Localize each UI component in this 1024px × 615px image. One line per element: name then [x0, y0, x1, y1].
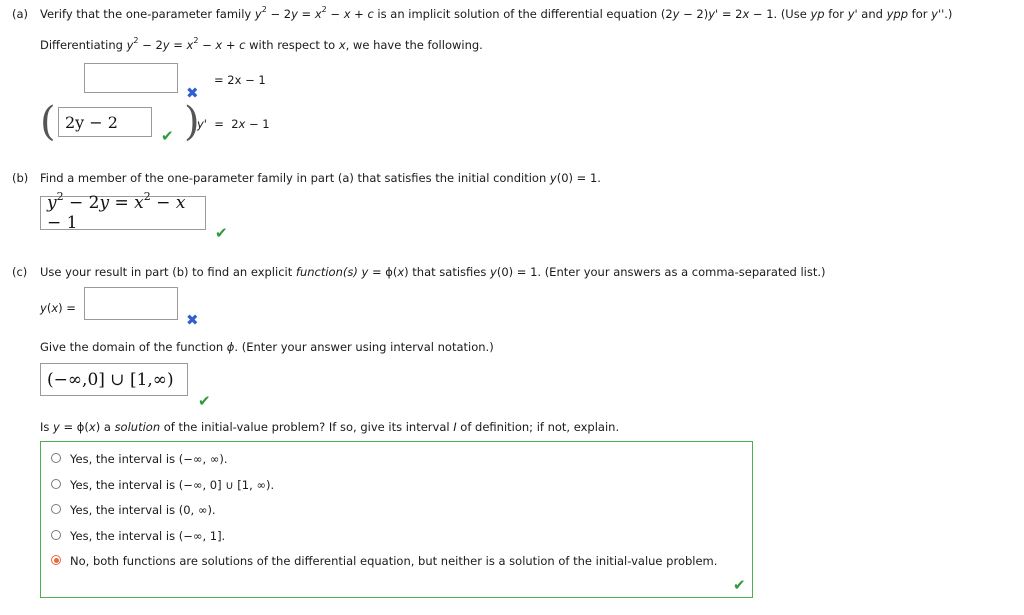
part-a-line1-input[interactable] [84, 63, 178, 93]
part-b-answer-box[interactable] [40, 190, 206, 233]
radio-choice-2[interactable] [51, 479, 61, 489]
check-mark-icon: ✔ [733, 576, 746, 594]
check-mark-icon: ✔ [198, 392, 211, 410]
part-a-question: Verify that the one-parameter family $y^2 - 2y = x^2 - x + c$ is an implicit solution of the differential equation (2y − 2)y' = 2x − 1. (Use yp for y' and ypp for y''.) [40, 5, 953, 21]
part-a-line2-input[interactable]: 2y − 2 [58, 107, 152, 137]
part-c-question: Use your result in part (b) to find an explicit function(s) y = ϕ(x) that satisfies y(0) = 1. (Enter your answers as a comma-separated list.) [40, 265, 826, 279]
right-paren: ) [184, 99, 200, 145]
radio-choice-3[interactable] [51, 504, 61, 514]
part-b-question: Find a member of the one-parameter family in part (a) that satisfies the initial condition y(0) = 1. [40, 171, 601, 185]
choice-3-label[interactable]: Yes, the interval is (0, ∞). [70, 503, 216, 517]
part-b-answer: $y^2 - 2y = x^2 - x - 1$ [47, 190, 186, 233]
part-a-line2-suffix: y' = 2x − 1 [197, 117, 270, 131]
radio-choice-4[interactable] [51, 530, 61, 540]
part-c-domain-answer-box[interactable] [40, 363, 188, 396]
check-mark-icon: ✔ [161, 127, 174, 145]
left-paren: ( [40, 99, 56, 145]
part-c-domain-question: Give the domain of the function ϕ. (Enter your answer using interval notation.) [40, 340, 494, 354]
part-c-ivp-question: Is y = ϕ(x) a solution of the initial-value problem? If so, give its interval I of definition; if not, explain. [40, 420, 620, 434]
check-mark-icon: ✔ [215, 224, 228, 242]
part-a-differentiating-text: Differentiating $y^2 - 2y = x^2 - x + c$ with respect to x, we have the following. [40, 36, 483, 52]
part-b-label: (b) [12, 171, 29, 185]
radio-choice-5[interactable] [51, 555, 61, 565]
radio-choice-1[interactable] [51, 453, 61, 463]
choice-2-label[interactable]: Yes, the interval is (−∞, 0] ∪ [1, ∞). [70, 478, 275, 492]
part-c-y-input[interactable] [84, 287, 178, 320]
choice-5-label[interactable]: No, both functions are solutions of the differential equation, but neither is a solution of the initial-value problem. [70, 554, 718, 568]
x-mark-icon: ✖ [186, 84, 199, 102]
part-c-domain-answer: (−∞,0] ∪ [1,∞) [47, 369, 174, 390]
part-a-label: (a) [12, 7, 29, 21]
x-mark-icon: ✖ [186, 311, 199, 329]
part-c-label: (c) [12, 265, 28, 279]
part-c-y-label: y(x) = [40, 301, 76, 315]
part-a-line1-rhs: = 2x − 1 [214, 73, 266, 87]
choice-1-label[interactable]: Yes, the interval is (−∞, ∞). [70, 452, 228, 466]
choice-4-label[interactable]: Yes, the interval is (−∞, 1]. [70, 529, 226, 543]
